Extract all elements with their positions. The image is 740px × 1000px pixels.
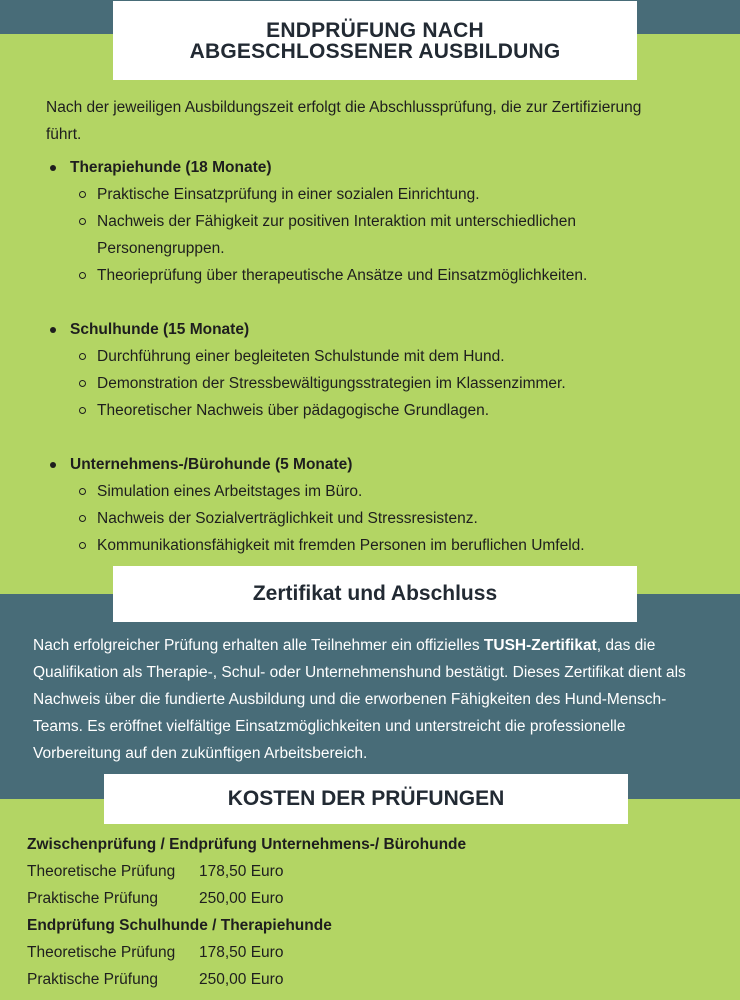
list-item-text: Kommunikationsfähigkeit mit fremden Personen im beruflichen Umfeld.	[97, 537, 585, 554]
group-heading: Unternehmens-/Bürohunde (5 Monate)	[70, 455, 353, 473]
cost-row	[27, 966, 627, 993]
costs-title-box	[104, 774, 628, 824]
cost-row	[27, 939, 627, 966]
list-item	[46, 262, 706, 289]
circle-bullet-icon	[79, 191, 86, 198]
bullet-icon	[50, 327, 56, 333]
final-exam-title: ENDPRÜFUNG NACH ABGESCHLOSSENER AUSBILDUNG	[189, 18, 561, 63]
cost-row	[27, 885, 627, 912]
list-item	[46, 370, 706, 397]
costs-title: KOSTEN DER PRÜFUNGEN	[227, 787, 505, 810]
certificate-title-box	[113, 566, 637, 622]
list-item	[46, 451, 706, 478]
circle-bullet-icon	[79, 272, 86, 279]
list-item	[46, 208, 706, 262]
costs-list	[27, 831, 627, 993]
list-item-text: Theorieprüfung über therapeutische Ansätze und Einsatzmöglichkeiten.	[97, 267, 588, 284]
cost-row	[27, 858, 627, 885]
circle-bullet-icon	[79, 515, 86, 522]
list-item-text: Simulation eines Arbeitstages im Büro.	[97, 483, 363, 500]
circle-bullet-icon	[79, 407, 86, 414]
circle-bullet-icon	[79, 488, 86, 495]
cost-price: 250,00 Euro	[199, 890, 284, 907]
list-item	[46, 181, 706, 208]
certificate-text-start: Nach erfolgreicher Prüfung erhalten alle Teilnehmer ein offizielles	[33, 637, 484, 654]
exam-group-therapy	[46, 154, 706, 289]
circle-bullet-icon	[79, 380, 86, 387]
list-item	[46, 316, 706, 343]
cost-block-heading: Endprüfung Schulhunde / Therapiehunde	[27, 917, 332, 934]
circle-bullet-icon	[79, 542, 86, 549]
list-item	[46, 397, 706, 424]
list-item-text: Theoretischer Nachweis über pädagogische Grundlagen.	[97, 402, 490, 419]
list-item-text: Praktische Einsatzprüfung in einer sozialen Einrichtung.	[97, 186, 480, 203]
list-item	[46, 478, 706, 505]
cost-label: Theoretische Prüfung	[27, 944, 176, 961]
list-item-text: Nachweis der Sozialverträglichkeit und Stressresistenz.	[97, 510, 478, 527]
list-item-text: Nachweis der Fähigkeit zur positiven Interaktion mit unterschiedlichen Personengruppen.	[97, 213, 577, 257]
exam-group-office	[46, 451, 706, 559]
list-item	[46, 154, 706, 181]
bullet-icon	[50, 165, 56, 171]
group-heading: Therapiehunde (18 Monate)	[70, 158, 272, 176]
final-exam-intro: Nach der jeweiligen Ausbildungszeit erfolgt die Abschlussprüfung, die zur Zertifizierung führt.	[46, 99, 642, 143]
circle-bullet-icon	[79, 218, 86, 225]
bullet-icon	[50, 462, 56, 468]
cost-label: Praktische Prüfung	[27, 971, 158, 988]
certificate-title: Zertifikat und Abschluss	[252, 582, 498, 605]
exam-group-school	[46, 316, 706, 424]
list-item-text: Demonstration der Stressbewältigungsstrategien im Klassenzimmer.	[97, 375, 566, 392]
circle-bullet-icon	[79, 353, 86, 360]
certificate-name: TUSH-Zertifikat	[483, 637, 597, 654]
cost-block-heading: Zwischenprüfung / Endprüfung Unternehmens-/ Bürohunde	[27, 836, 467, 853]
certificate-paragraph	[33, 632, 713, 767]
cost-price: 178,50 Euro	[199, 863, 284, 880]
group-heading: Schulhunde (15 Monate)	[70, 320, 250, 338]
list-item	[46, 532, 706, 559]
list-item	[46, 343, 706, 370]
cost-label: Praktische Prüfung	[27, 890, 158, 907]
cost-price: 250,00 Euro	[199, 971, 284, 988]
cost-price: 178,50 Euro	[199, 944, 284, 961]
cost-label: Theoretische Prüfung	[27, 863, 176, 880]
list-item-text: Durchführung einer begleiteten Schulstunde mit dem Hund.	[97, 348, 505, 365]
list-item	[46, 505, 706, 532]
final-exam-title-box	[113, 1, 637, 80]
certificate-text-end: , das die Qualifikation als Therapie-, Schul- oder Unternehmenshund bestätigt. Dieses Zertifikat dient als Nachweis über die fundierte Ausbildung und die erworbenen Fähigkeiten des Hund-Mensch-Teams. Es eröffnet vielfältige Einsatzmöglichkeiten und unterstreicht die professionelle Vorbereitung auf den zukünftigen Arbeitsbereich.	[33, 637, 686, 762]
